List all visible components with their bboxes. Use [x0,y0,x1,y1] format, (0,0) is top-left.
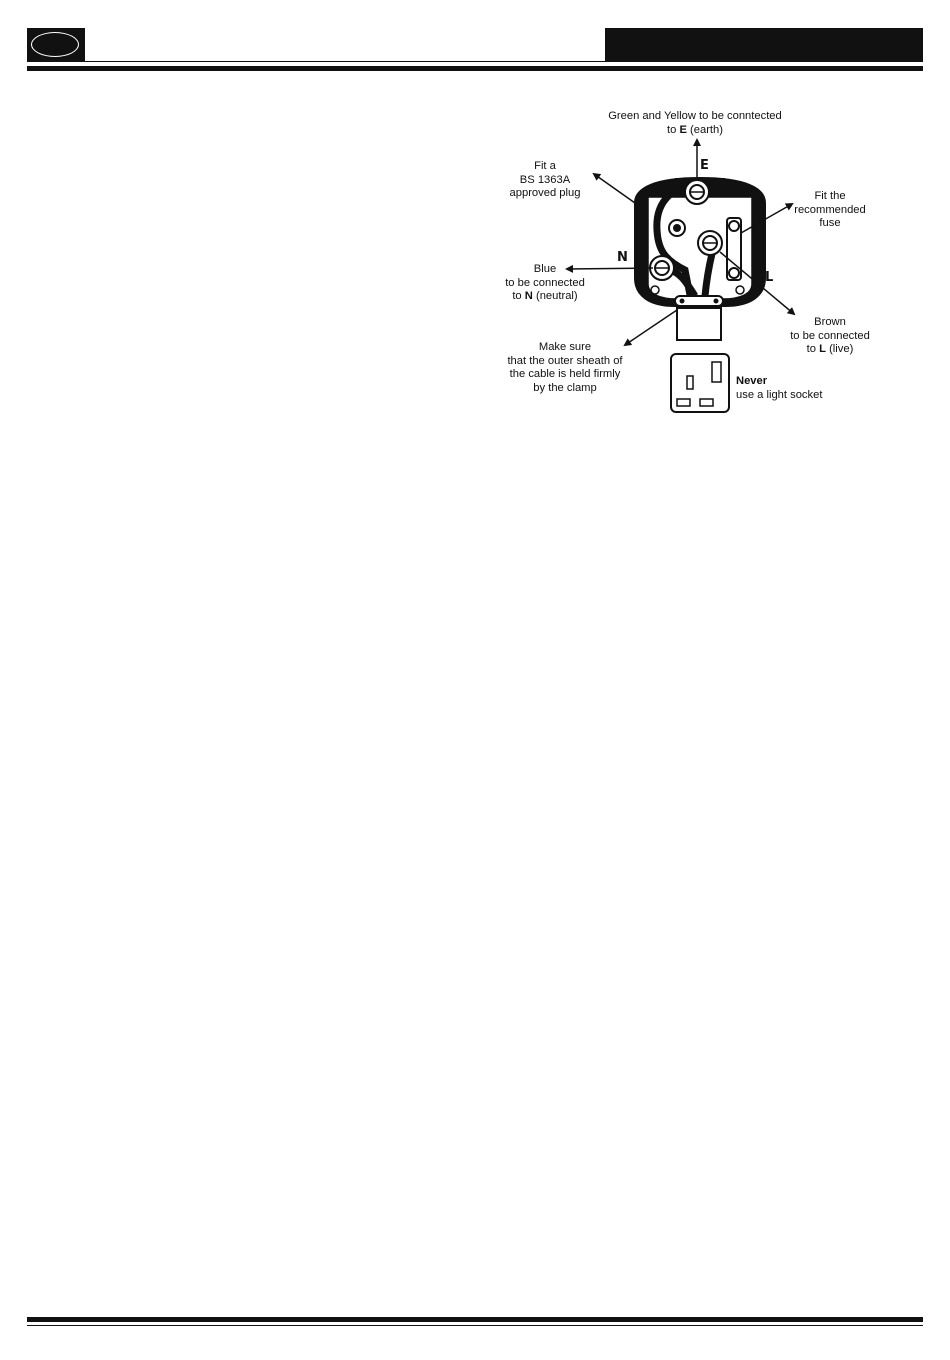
footer-rule [27,1317,923,1322]
clamp-label: Make sure that the outer sheath of the cable is held firmly by the clamp [507,341,623,394]
header-oval-badge [31,32,79,57]
header-logo-block [27,28,85,62]
socket-warning-label: Never use a light socket [736,375,823,401]
header-title-bar [605,28,923,62]
earth-terminal-letter: E [700,158,709,173]
plug-label: Fit a BS 1363A approved plug [509,160,581,200]
neutral-wire-label: Blue to be connected to N (neutral) [505,263,585,303]
live-terminal-letter: L [765,270,774,285]
live-wire-label: Brown to be connected to L (live) [790,316,870,356]
neutral-terminal-letter: N [617,250,628,265]
header-rule [27,66,923,71]
header-thin-line [85,61,605,62]
plug-wiring-diagram [495,100,895,430]
footer-thin-line [27,1325,923,1326]
fuse-label: Fit the recommended fuse [794,190,866,230]
cable [677,308,721,340]
earth-wire-label: Green and Yellow to be conntected to E (earth) [608,110,782,136]
